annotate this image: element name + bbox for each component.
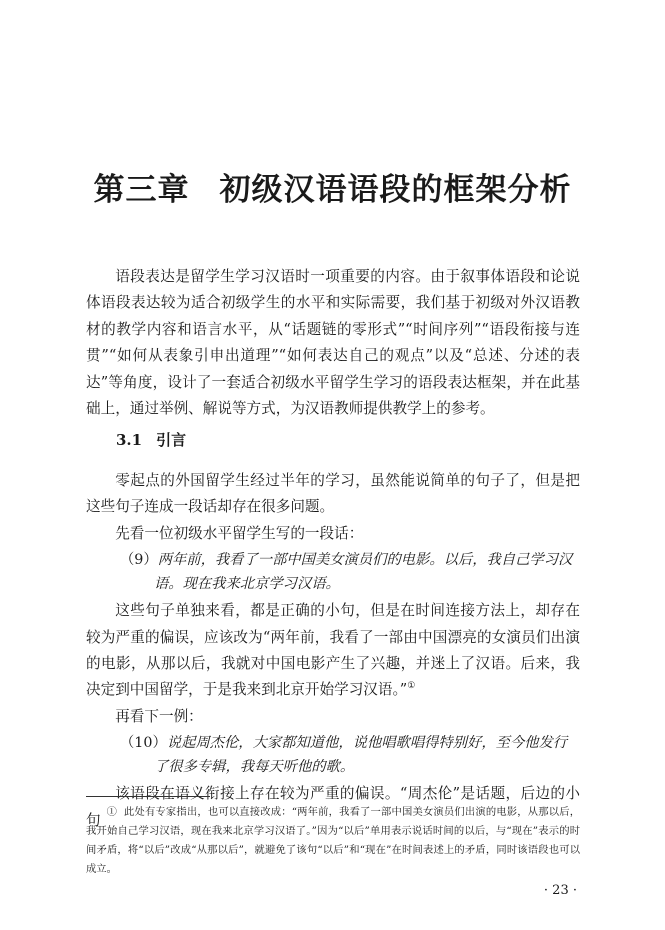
body-paragraph-1: 零起点的外国留学生经过半年的学习，虽然能说简单的句子了，但是把这些句子连成一段话却存在很多问题。 — [86, 472, 580, 516]
intro-section — [86, 264, 580, 422]
footnote-divider — [86, 796, 210, 797]
example-10-number: （10） — [120, 735, 167, 752]
example-9 — [86, 548, 580, 596]
example-10-text: 说起周杰伦，大家都知道他，说他唱歌唱得特别好，至今他发行了很多专辑，我每天听他的歌。 — [154, 735, 568, 776]
example-9-number: （9） — [120, 552, 158, 569]
footnote-reference[interactable]: ① — [407, 681, 416, 692]
section-number: 3.1 — [116, 431, 143, 449]
footnote-marker: ① — [106, 806, 118, 818]
body-paragraph-2: 先看一位初级水平留学生写的一段话： — [115, 524, 364, 542]
body-paragraph-3-text: 这些句子单独来看，都是正确的小句，但是在时间连接方法上，却存在较为严重的偏误，应该改为“两年前，我看了一部由中国漂亮的女演员们出演的电影，从那以后，我就对中国电影产生了兴趣，并迷上了汉语。后来，我决定到中国留学，于是我来到北京开始学习汉语。” — [86, 602, 580, 699]
footnote-text: 此处有专家指出，也可以直接改成：“两年前，我看了一部中国美女演员们出演的电影，从那以后，我开始自己学习汉语，现在我来北京学习汉语了。”因为“以后”单用表示说话时间的以后，与“现在”表示的时间矛盾，将“以后”改成“从那以后”，就避免了该句“以后”和“现在”在时间表述上的矛盾，同时该语段也可以成立。 — [86, 806, 581, 875]
footnote — [86, 803, 580, 879]
section-title: 引言 — [156, 431, 187, 449]
body-section — [86, 468, 580, 834]
section-heading — [116, 429, 186, 450]
body-paragraph-4: 再看下一例： — [115, 707, 203, 725]
body-paragraph-3 — [86, 598, 580, 704]
body-paragraph-5: 该语段在语义衔接上存在较为严重的偏误。“周杰伦”是话题，后边的小句 — [86, 785, 580, 829]
chapter-name: 初级汉语语段的框架分析 — [219, 172, 572, 208]
example-10 — [86, 731, 580, 779]
example-9-text: 两年前，我看了一部中国美女演员们的电影。以后，我自己学习汉语。现在我来北京学习汉语。 — [154, 552, 573, 593]
intro-paragraph: 语段表达是留学生学习汉语时一项重要的内容。由于叙事体语段和论说体语段表达较为适合初级学生的水平和实际需要，我们基于初级对外汉语教材的教学内容和语言水平，从“话题链的零形式”“时间序列”“语段衔接与连贯”“如何从表象引申出道理”“如何表达自己的观点”以及“总述、分述的表达”等角度，设计了一套适合初级水平留学生学习的语段表达框架，并在此基础上，通过举例、解说等方式，为汉语教师提供教学上的参考。 — [86, 268, 580, 418]
chapter-title — [0, 164, 665, 209]
page-number: · 23 · — [543, 883, 577, 898]
chapter-number: 第三章 — [93, 172, 190, 208]
